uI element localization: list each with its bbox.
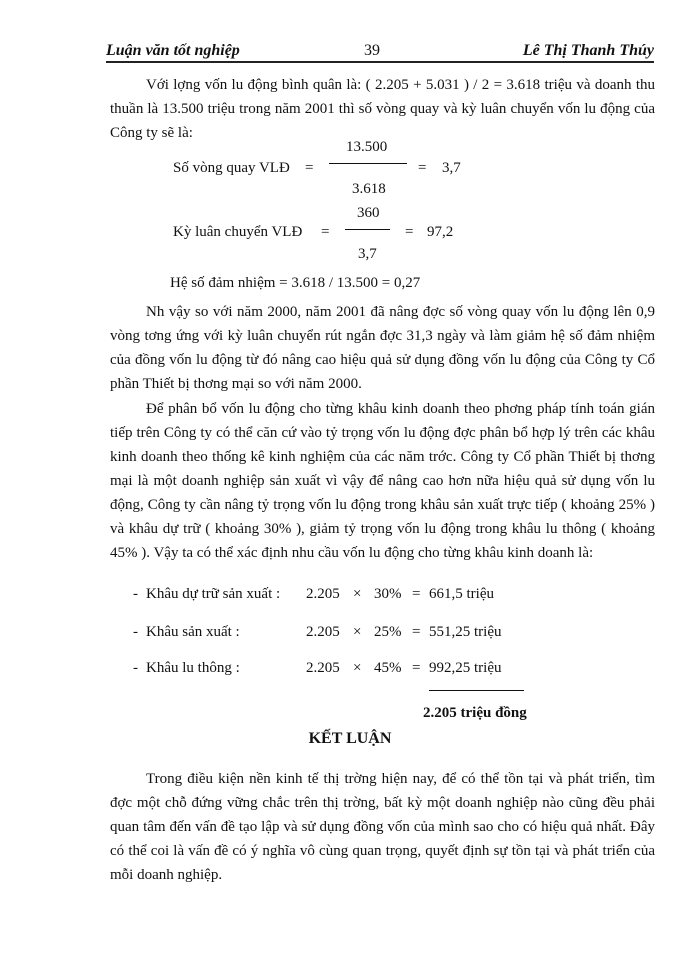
times-icon: ×	[353, 660, 362, 676]
list-dash: -	[133, 660, 138, 676]
comparison-paragraph: Nh vậy so với năm 2000, năm 2001 đã nâng đợc số vòng quay vốn lu động lên 0,9 vòng tơng ứng với kỳ luân chuyển rút ngắn đợc 31,3 ngày và làm giảm hệ số đảm nhiệm của đồng vốn lu động từ đó nâng cao hiệu quả sử dụng đồng vốn lu động của Công ty Cổ phần Thiết bị thơng mại so với năm 2000.	[110, 304, 655, 392]
formula1-label: Số vòng quay VLĐ	[173, 160, 290, 176]
list-label: Khâu sản xuất :	[146, 624, 240, 640]
list-result: 661,5 triệu	[429, 586, 494, 602]
formula1-equals-2: =	[418, 160, 427, 176]
formula2-equals-2: =	[405, 224, 414, 240]
formula1-denominator: 3.618	[352, 181, 386, 197]
list-dash: -	[133, 586, 138, 602]
formula1-equals: =	[305, 160, 314, 176]
list-dash: -	[133, 624, 138, 640]
list-percent: 45%	[374, 660, 402, 676]
page-number: 39	[364, 42, 380, 59]
formula2-denominator: 3,7	[358, 246, 377, 262]
header-rule	[106, 61, 654, 63]
section-heading: KẾT LUẬN	[308, 730, 392, 747]
list-base: 2.205	[306, 586, 340, 602]
total-amount: 2.205 triệu đồng	[423, 705, 527, 721]
list-equals: =	[412, 624, 421, 640]
list-percent: 30%	[374, 586, 402, 602]
formula1-result: 3,7	[442, 160, 461, 176]
conclusion-paragraph: Trong điều kiện nền kinh tế thị trờng hiện nay, để có thể tồn tại và phát triển, tìm đợc một chỗ đứng vững chắc trên thị trờng, bất kỳ một doanh nghiệp nào cũng đều phải quan tâm đến vấn đề tạo lập và sử dụng đồng vốn của mình sao cho có hiệu quả nhất. Đây có thể coi là vấn đề có ý nghĩa vô cùng quan trọng, quyết định sự tồn tại và phát triển của mỗi doanh nghiệp.	[110, 771, 655, 883]
sum-rule	[429, 690, 524, 691]
allocation-paragraph: Để phân bổ vốn lu động cho từng khâu kinh doanh theo phơng pháp tính toán gián tiếp trên Công ty có thể căn cứ vào tỷ trọng vốn lu động đợc phân bổ hợp lý trên các khâu kinh doanh theo thống kê kinh nghiệm của các năm trớc. Công ty Cổ phần Thiết bị thơng mại là một doanh nghiệp sản xuất vì vậy để nâng cao hơn nữa hiệu quả sử dụng vốn lu động, Công ty cần nâng tỷ trọng vốn lu động trong khâu sản xuất trực tiếp ( khoảng 25% ) và khâu dự trữ ( khoảng 30% ), giảm tỷ trọng vốn lu động trong khâu lu thông ( khoảng 45% ). Vậy ta có thể xác định nhu cầu vốn lu động cho từng khâu kinh doanh là:	[110, 401, 655, 561]
times-icon: ×	[353, 624, 362, 640]
formula2-result: 97,2	[427, 224, 454, 240]
header-author: Lê Thị Thanh Thúy	[522, 42, 654, 59]
list-base: 2.205	[306, 624, 340, 640]
list-result: 992,25 triệu	[429, 660, 502, 676]
intro-paragraph: Với lợng vốn lu động bình quân là: ( 2.205 + 5.031 ) / 2 = 3.618 triệu và doanh thu thuần là 13.500 triệu trong năm 2001 thì số vòng quay và kỳ luân chuyển vốn lu động của Công ty sẽ là:	[110, 77, 655, 141]
formula1-numerator: 13.500	[346, 139, 388, 155]
formula1-fraction-bar	[329, 163, 407, 164]
list-equals: =	[412, 660, 421, 676]
list-result: 551,25 triệu	[429, 624, 502, 640]
list-label: Khâu dự trữ sản xuất :	[146, 586, 281, 602]
formula2-fraction-bar	[345, 229, 390, 230]
formula2-numerator: 360	[357, 205, 380, 221]
times-icon: ×	[353, 586, 362, 602]
list-equals: =	[412, 586, 421, 602]
formula2-equals: =	[321, 224, 330, 240]
list-percent: 25%	[374, 624, 402, 640]
list-label: Khâu lu thông :	[146, 660, 240, 676]
header-thesis-title: Luận văn tốt nghiệp	[106, 42, 240, 59]
list-base: 2.205	[306, 660, 340, 676]
formula2-label: Kỳ luân chuyển VLĐ	[173, 224, 303, 240]
formula-load-ratio: Hệ số đảm nhiệm = 3.618 / 13.500 = 0,27	[170, 275, 421, 291]
